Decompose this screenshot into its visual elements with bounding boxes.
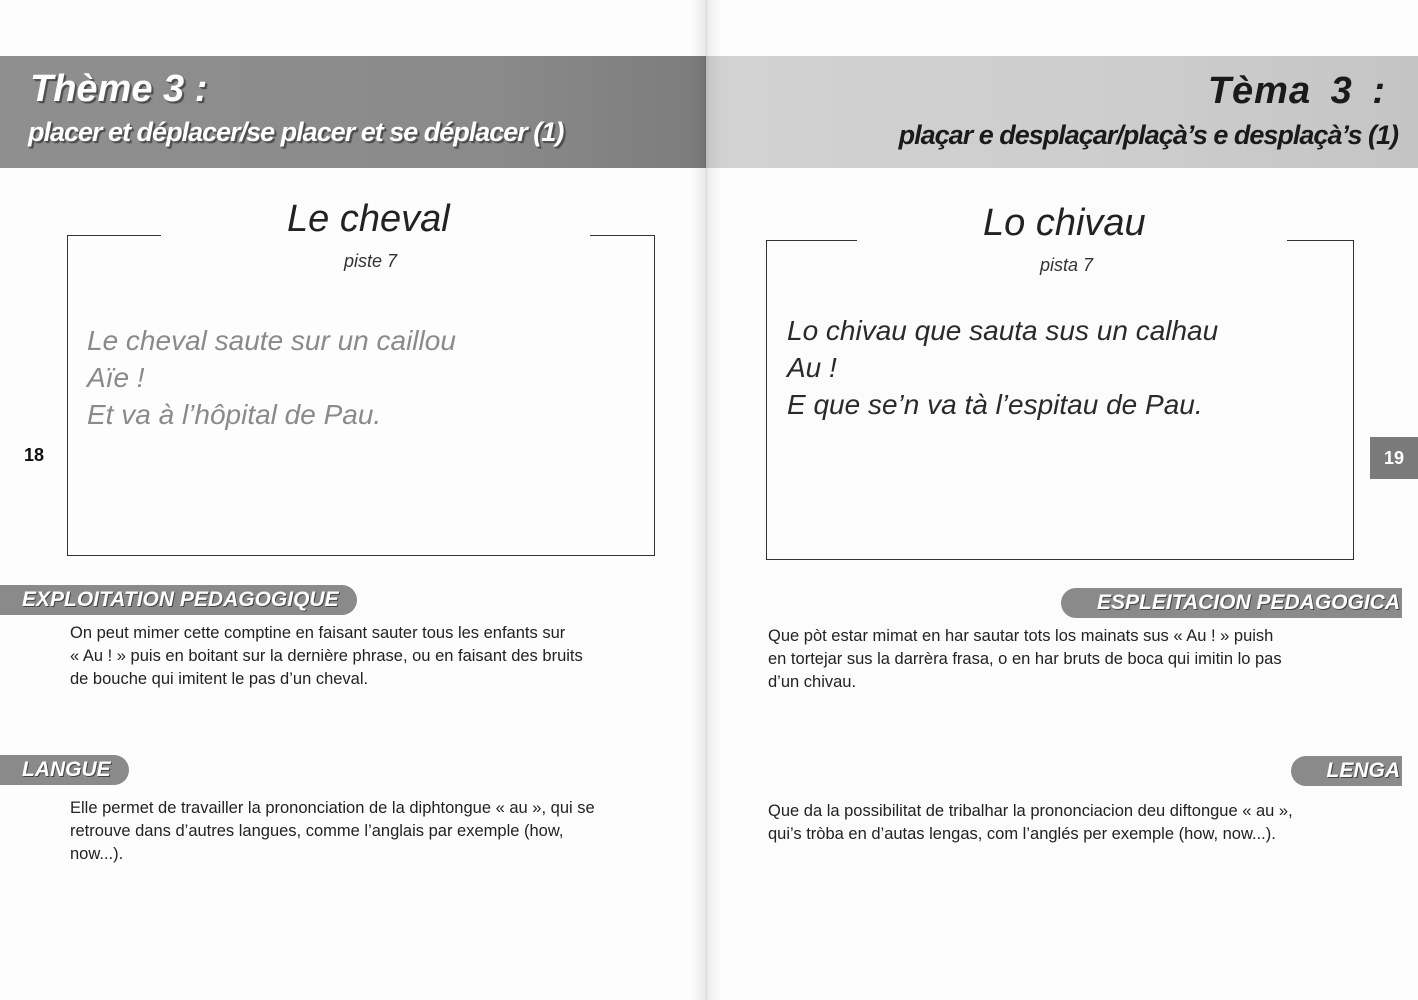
lenga-paragraph [768, 800, 1354, 846]
lyrics-left [87, 322, 456, 433]
section-heading-espleitacion: ESPLEITACION PEDAGOGICA [1061, 588, 1402, 618]
section-heading-langue: LANGUE [0, 755, 129, 785]
left-page [0, 0, 706, 1000]
paragraph-line: en tortejar sus la darrèra frasa, o en har bruts de boca qui imitin lo pas [768, 650, 1282, 668]
lyric-line: Aïe ! [87, 362, 145, 393]
lyrics-right [787, 312, 1218, 423]
paragraph-line: retrouve dans d’autres langues, comme l’anglais par exemple (how, [70, 822, 564, 840]
theme-subtitle-left: placer et déplacer/se placer et se déplacer (1) [28, 117, 564, 147]
box-top-line-right [1287, 240, 1353, 241]
section-heading-lenga: LENGA [1291, 756, 1403, 786]
langue-paragraph [70, 797, 654, 866]
theme-header-band-right [706, 56, 1418, 168]
theme-subtitle-right: plaçar e desplaçar/plaçà’s e desplaçà’s (1) [898, 120, 1398, 150]
lyric-line: Le cheval saute sur un caillou [87, 325, 456, 356]
page-number-right: 19 [1370, 437, 1418, 479]
lyric-line: Lo chivau que sauta sus un calhau [787, 315, 1219, 346]
paragraph-line: de bouche qui imitent le pas d’un cheval. [70, 670, 369, 688]
paragraph-line: qui’s tròba en d’autas lengas, com l’anglés per exemple (how, now...). [768, 825, 1276, 843]
exploitation-paragraph [70, 622, 654, 691]
box-top-line-left [767, 240, 857, 241]
theme-title-right: Tèma 3 : [1207, 70, 1386, 112]
lyric-line: Et va à l’hôpital de Pau. [87, 399, 382, 430]
paragraph-line: Que da la possibilitat de tribalhar la prononciacion deu diftongue « au », [768, 802, 1293, 820]
box-top-line-right [590, 235, 654, 236]
box-top-line-left [68, 235, 161, 236]
song-title-right: Lo chivau [983, 202, 1146, 244]
paragraph-line: d’un chivau. [768, 673, 857, 691]
page-number-left: 18 [24, 444, 45, 465]
track-label-left: piste 7 [344, 251, 398, 271]
paragraph-line: « Au ! » puis en boitant sur la dernière phrase, ou en faisant des bruits [70, 647, 583, 665]
track-label-right: pista 7 [1040, 255, 1094, 275]
right-page [706, 0, 1418, 1000]
theme-header-band-left [0, 56, 706, 168]
song-title-left: Le cheval [287, 198, 450, 240]
paragraph-line: Que pòt estar mimat en har sautar tots los mainats sus « Au ! » puish [768, 627, 1274, 645]
section-heading-exploitation: EXPLOITATION PEDAGOGIQUE [0, 585, 357, 615]
theme-title-left: Thème 3 : [30, 68, 208, 110]
paragraph-line: On peut mimer cette comptine en faisant sauter tous les enfants sur [70, 624, 566, 642]
espleitacion-paragraph [768, 625, 1354, 694]
paragraph-line: now...). [70, 845, 124, 863]
lyric-line: E que se’n va tà l’espitau de Pau. [787, 389, 1203, 420]
lyric-line: Au ! [787, 352, 837, 383]
paragraph-line: Elle permet de travailler la prononciation de la diphtongue « au », qui se [70, 799, 595, 817]
